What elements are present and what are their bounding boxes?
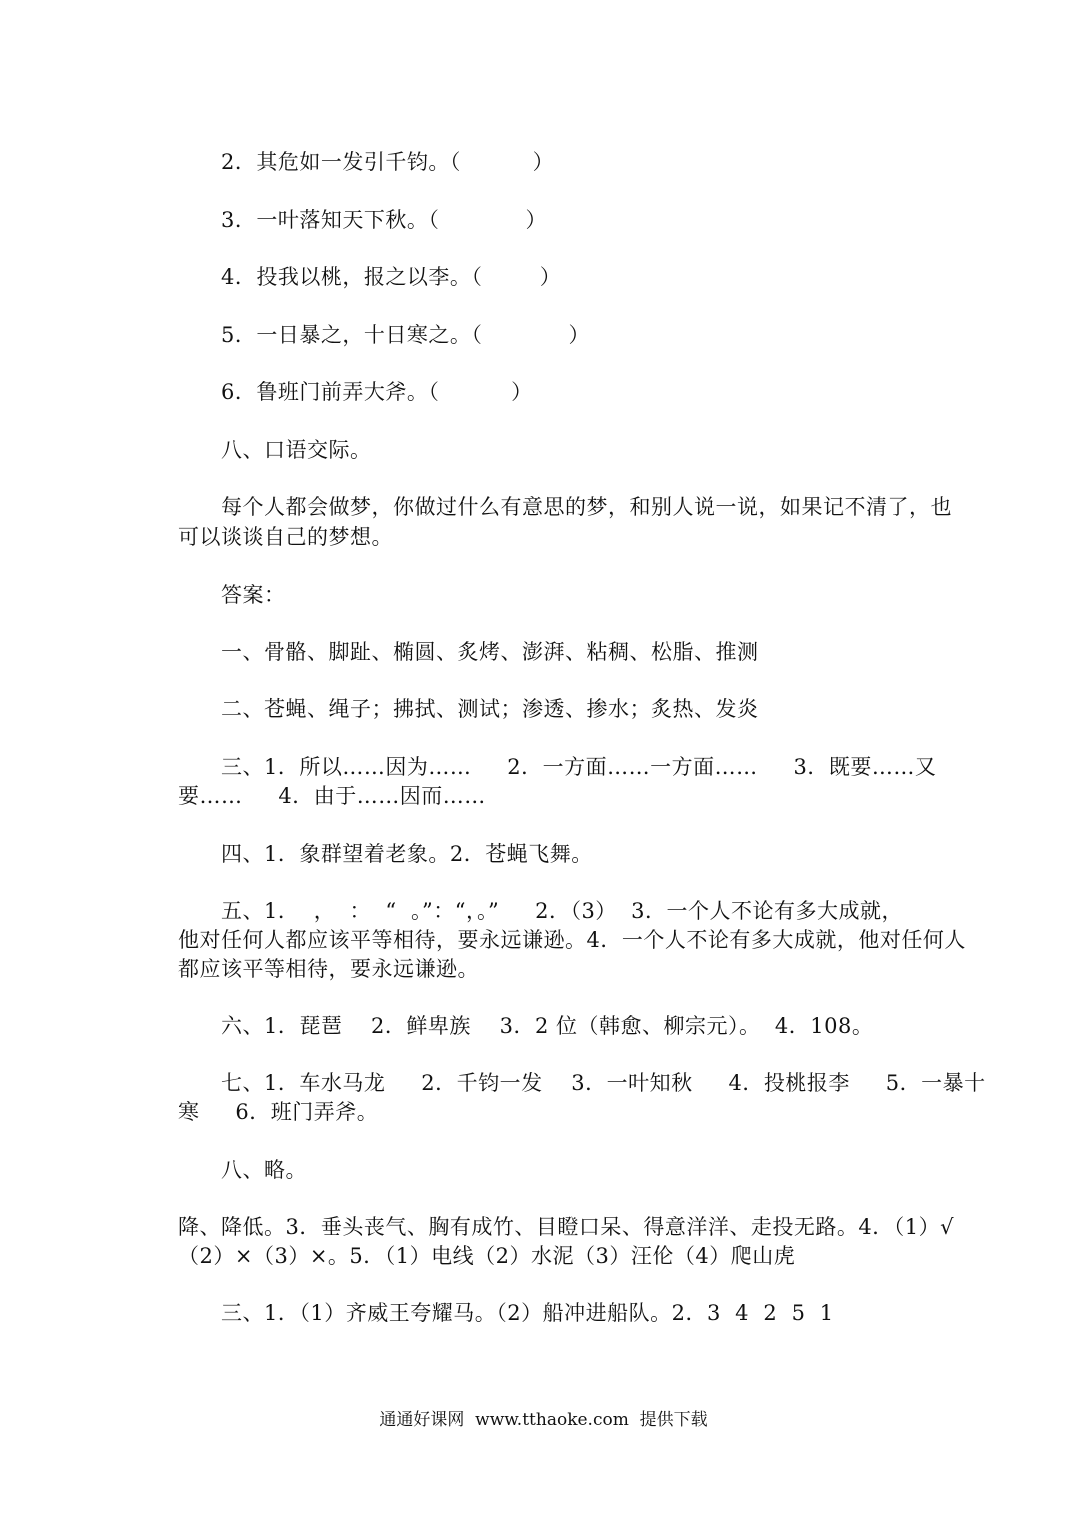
- answer-5-line-3: 都应该平等相待，要永远谦逊。: [178, 957, 479, 981]
- answer-6: 六、1．琵琶 2．鲜卑族 3．2 位（韩愈、柳宗元）。 4．108。: [221, 1014, 874, 1038]
- answer-5-line-2: 他对任何人都应该平等相待，要永远谦逊。4．一个人不论有多大成就，他对任何人: [178, 928, 966, 952]
- answer-8: 八、略。: [221, 1158, 307, 1182]
- answer-4: 四、1．象群望着老象。2．苍蝇飞舞。: [221, 842, 593, 866]
- answer-7-line-2: 寒 6．班门弄斧。: [178, 1100, 379, 1124]
- answer-3-line-2: 要…… 4．由于……因而……: [178, 784, 486, 808]
- section-8-text-line-2: 可以谈谈自己的梦想。: [178, 525, 393, 549]
- extra-answer-line-2: （2）×（3）×。5．（1）电线（2）水泥（3）汪伦（4）爬山虎: [178, 1244, 796, 1268]
- answer-3-line-1: 三、1．所以……因为…… 2．一方面……一方面…… 3．既要……又: [221, 755, 937, 779]
- question-7-5: 5．一日暴之，十日寒之。（ ）: [221, 323, 590, 347]
- answer-7-line-1: 七、1．车水马龙 2．千钧一发 3．一叶知秋 4．投桃报李 5．一暴十: [221, 1071, 986, 1095]
- question-7-6: 6．鲁班门前弄大斧。（ ）: [221, 380, 533, 404]
- answer-2: 二、苍蝇、绳子；拂拭、测试；渗透、掺水；炙热、发炎: [221, 697, 759, 721]
- section-8-heading: 八、口语交际。: [221, 438, 372, 462]
- section-8-text-line-1: 每个人都会做梦，你做过什么有意思的梦，和别人说一说，如果记不清了，也: [221, 495, 952, 519]
- extra-answer-line-1: 降、降低。3．垂头丧气、胸有成竹、目瞪口呆、得意洋洋、走投无路。4．（1）√: [178, 1215, 954, 1239]
- question-7-4: 4．投我以桃，报之以李。（ ）: [221, 265, 562, 289]
- answer-1: 一、骨骼、脚趾、椭圆、炙烤、澎湃、粘稠、松脂、推测: [221, 640, 759, 664]
- answer-5-line-1: 五、1． ， ： “ 。”：“，。” 2．（3） 3．一个人不论有多大成就，: [221, 899, 904, 923]
- question-7-2: 2．其危如一发引千钧。（ ）: [221, 150, 555, 174]
- answers-heading: 答案：: [221, 583, 286, 607]
- extra-answer-3: 三、1．（1）齐威王夸耀马。（2）船冲进船队。2．3 4 2 5 1: [221, 1301, 834, 1325]
- question-7-3: 3．一叶落知天下秋。（ ）: [221, 208, 547, 232]
- page-footer: 通通好课网 www.tthaoke.com 提供下载: [379, 1410, 708, 1430]
